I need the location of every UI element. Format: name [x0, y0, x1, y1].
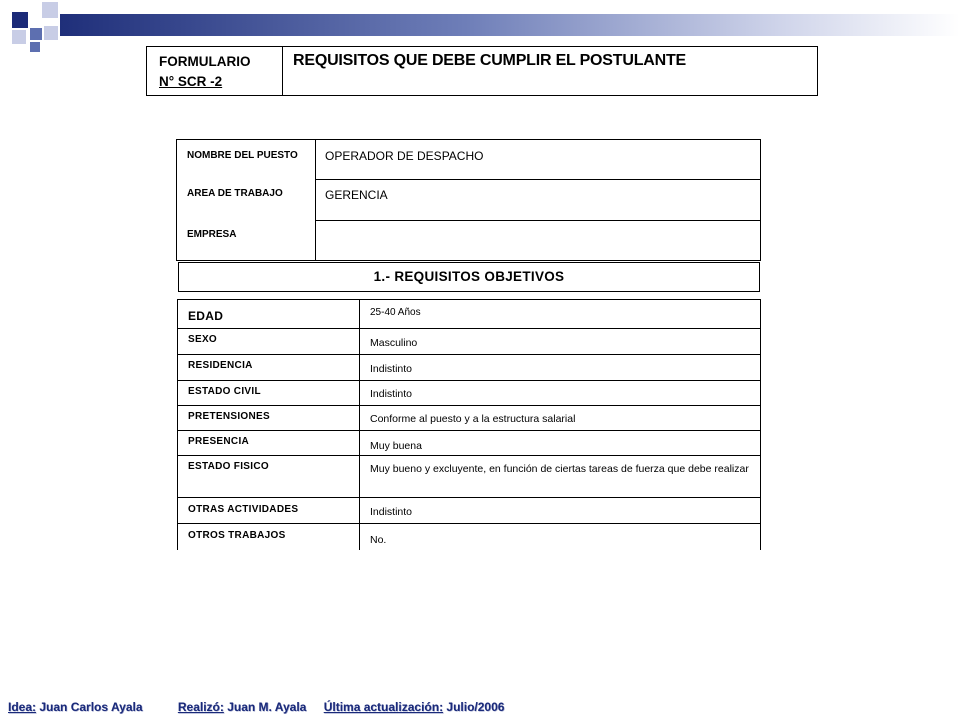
form-label: FORMULARIO — [159, 54, 251, 69]
requirement-value: Conforme al puesto y a la estructura salarial — [370, 413, 576, 425]
decor-gradient-bar — [60, 14, 960, 36]
decor-square — [44, 26, 58, 40]
table-row — [178, 523, 760, 551]
requirement-label: PRESENCIA — [188, 436, 250, 447]
requirement-label: ESTADO FISICO — [188, 461, 269, 472]
requirements-table — [177, 299, 761, 550]
update-key: Última actualización: — [323, 700, 444, 714]
work-area-value: GERENCIA — [325, 188, 388, 202]
job-title-label: NOMBRE DEL PUESTO — [187, 150, 298, 161]
form-title: REQUISITOS QUE DEBE CUMPLIR EL POSTULANTE — [293, 52, 687, 69]
table-row — [178, 354, 760, 381]
section-title: 1.- REQUISITOS OBJETIVOS — [178, 262, 760, 292]
requirement-label: OTRAS ACTIVIDADES — [188, 504, 299, 515]
form-number: N° SCR -2 — [159, 74, 223, 89]
decor-square — [30, 28, 42, 40]
job-info-table — [176, 139, 761, 261]
requirement-value: Muy buena — [370, 440, 422, 452]
table-row — [178, 455, 760, 498]
realizo-value: Juan M. Ayala — [227, 700, 307, 714]
update-value: Julio/2006 — [446, 700, 505, 714]
requirement-label: PRETENSIONES — [188, 411, 270, 422]
requirement-value: 25-40 Años — [370, 307, 421, 318]
decor-square — [42, 2, 58, 18]
realizo-key: Realizó: — [177, 700, 224, 714]
requirement-label: OTROS TRABAJOS — [188, 530, 286, 541]
idea-value: Juan Carlos Ayala — [39, 700, 143, 714]
work-area-label: AREA DE TRABAJO — [187, 188, 283, 199]
table-row — [178, 405, 760, 431]
requirement-label: ESTADO CIVIL — [188, 386, 261, 397]
requirement-value: No. — [370, 534, 387, 546]
footer-credits — [8, 700, 504, 714]
table-row — [178, 300, 760, 328]
table-row — [178, 430, 760, 456]
table-row — [178, 380, 760, 406]
decor-square — [12, 30, 26, 44]
table-row — [178, 328, 760, 355]
form-id-cell — [147, 47, 283, 95]
requirement-label: EDAD — [188, 309, 224, 323]
table-row — [178, 497, 760, 524]
job-title-value: OPERADOR DE DESPACHO — [325, 149, 484, 163]
requirement-value: Indistinto — [370, 388, 413, 400]
requirement-value: Masculino — [370, 337, 418, 349]
idea-key: Idea: — [8, 700, 37, 714]
decor-square — [12, 12, 28, 28]
form-header — [146, 46, 818, 96]
requirement-value: Muy bueno y excluyente, en función de ciertas tareas de fuerza que debe realizar — [370, 463, 749, 475]
requirement-label: RESIDENCIA — [188, 360, 253, 371]
decor-square — [30, 42, 40, 52]
requirement-value: Indistinto — [370, 363, 413, 375]
requirement-value: Indistinto — [370, 506, 413, 518]
company-label: EMPRESA — [187, 229, 237, 240]
column-divider — [315, 140, 316, 260]
row-divider — [315, 220, 760, 221]
row-divider — [315, 179, 760, 180]
requirement-label: SEXO — [188, 334, 217, 345]
